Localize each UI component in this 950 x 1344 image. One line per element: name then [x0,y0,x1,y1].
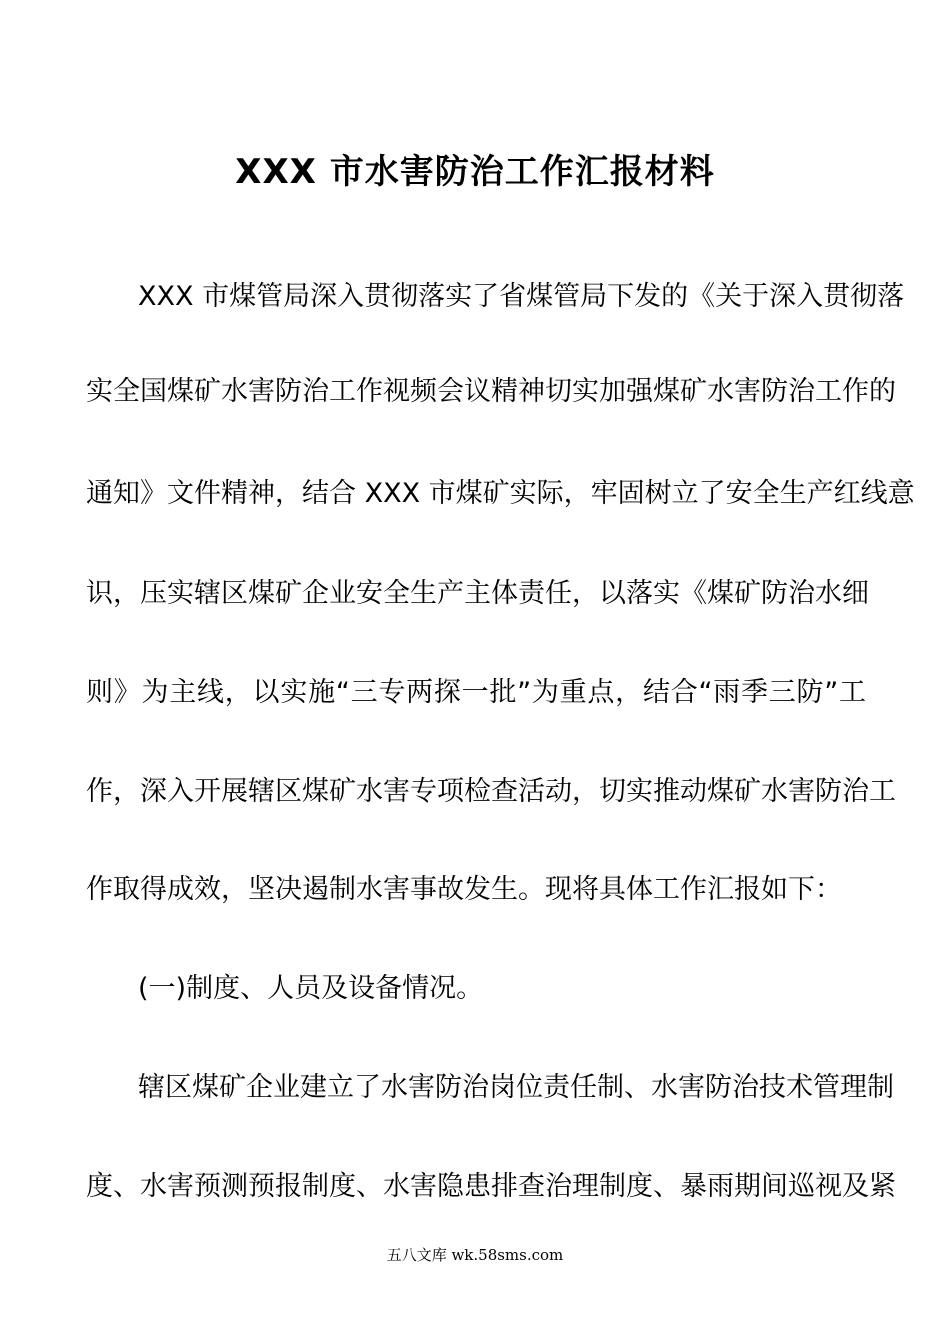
paragraph-line: 则》为主线，以实施“三专两探一批”为重点，结合“雨季三防”工 [86,677,866,708]
paragraph-line: 通知》文件精神，结合 XXX 市煤矿实际，牢固树立了安全生产红线意 [86,478,915,509]
paragraph-line: 识，压实辖区煤矿企业安全生产主体责任，以落实《煤矿防治水细 [86,578,869,609]
paragraph-line: 实全国煤矿水害防治工作视频会议精神切实加强煤矿水害防治工作的 [86,376,896,407]
paragraph-line: 度、水害预测预报制度、水害隐患排查治理制度、暴雨期间巡视及紧 [86,1171,896,1202]
document-title: XXX 市水害防治工作汇报材料 [235,152,715,192]
paragraph-line: XXX 市煤管局深入贯彻落实了省煤管局下发的《关于深入贯彻落 [138,281,905,312]
paragraph-line: 作，深入开展辖区煤矿水害专项检查活动，切实推动煤矿水害防治工 [86,776,896,807]
paragraph-line: 辖区煤矿企业建立了水害防治岗位责任制、水害防治技术管理制 [138,1072,894,1103]
paragraph-line: 作取得成效，坚决遏制水害事故发生。现将具体工作汇报如下： [86,874,842,905]
footer-watermark: 五八文库 wk.58sms.com [386,1246,564,1264]
section-heading: (一)制度、人员及设备情况。 [138,973,484,1004]
